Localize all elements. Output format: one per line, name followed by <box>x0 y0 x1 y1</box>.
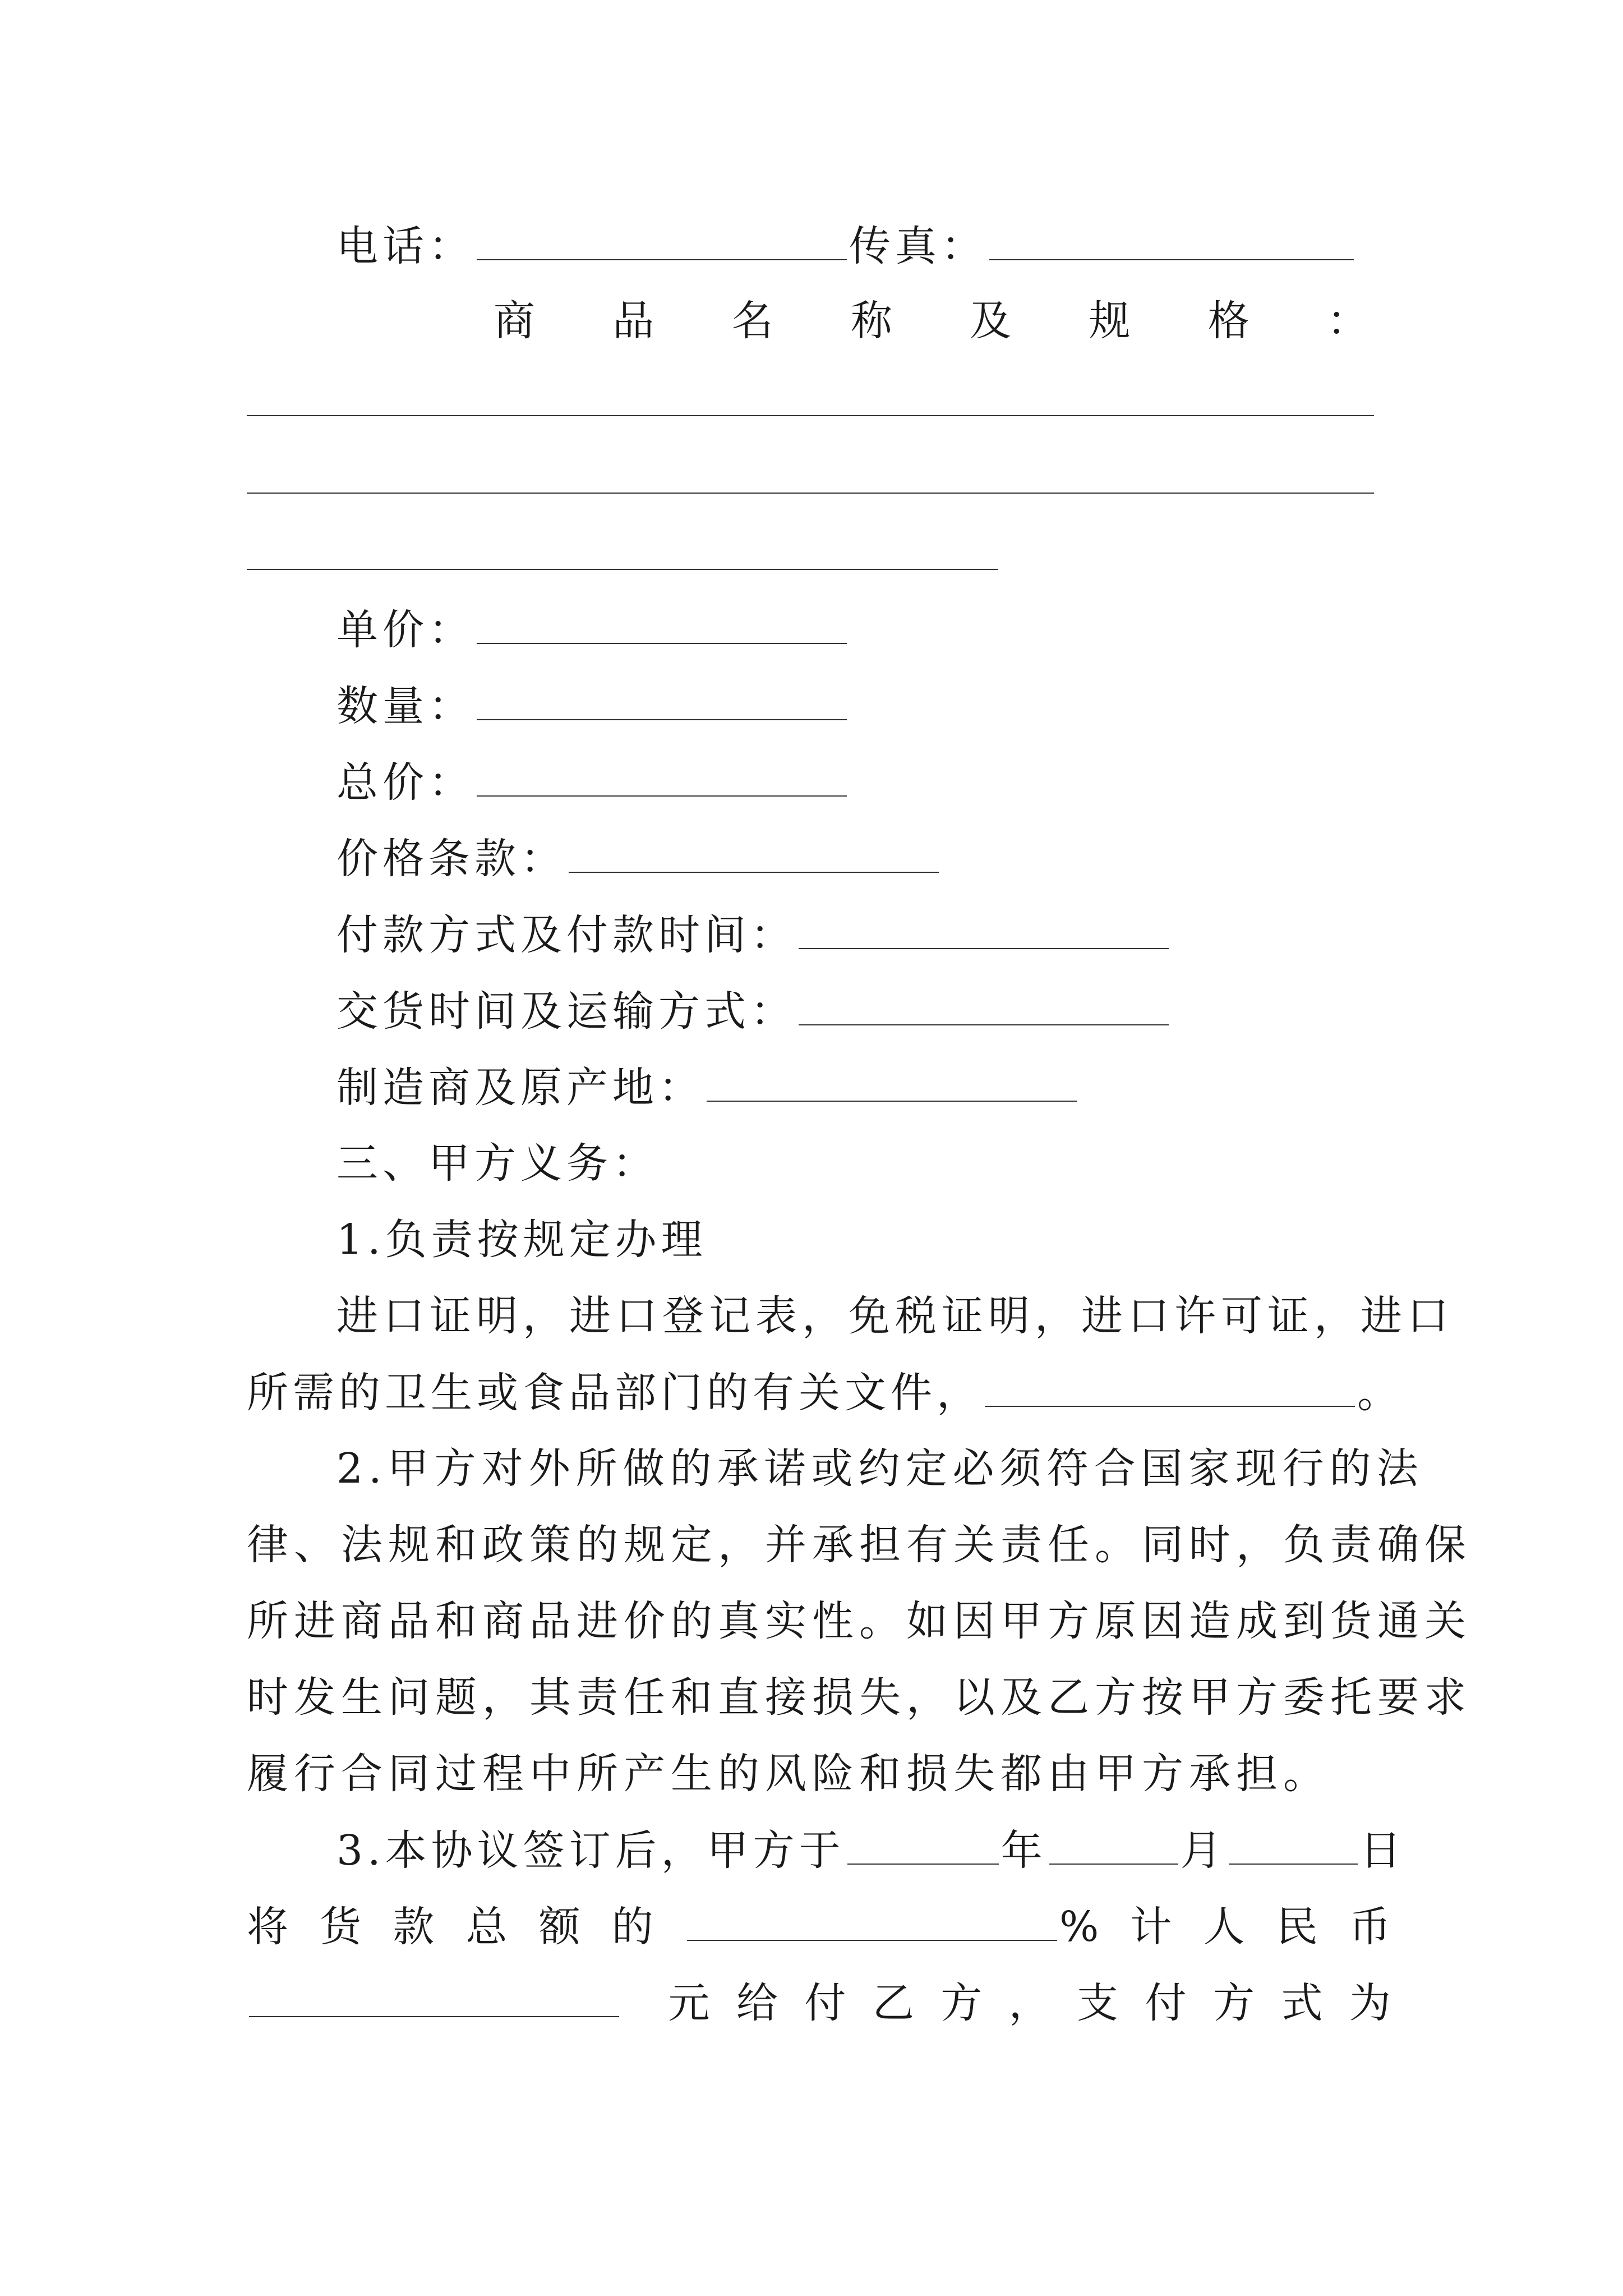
phone-label: 电话： <box>336 222 474 270</box>
manufacturer-field <box>336 1059 1079 1115</box>
item3-char: 将 <box>247 1903 288 1951</box>
item3-line1 <box>336 1822 1406 1878</box>
item1-line1-text: 进口证明，进口登记表，免税证明，进口许可证，进口 <box>336 1292 1454 1340</box>
goods-spec-rule-2[interactable] <box>247 493 1374 494</box>
unit-price-field <box>336 601 849 657</box>
goods-heading-char: ： <box>1326 297 1368 345</box>
item1-line2 <box>247 1364 1403 1420</box>
payment-method-field <box>336 907 1171 963</box>
quantity-field <box>336 678 849 734</box>
fax-blank[interactable] <box>989 218 1354 260</box>
delivery-field <box>336 983 1171 1039</box>
item3-char: 乙 <box>872 1979 914 2027</box>
month-blank[interactable] <box>1049 1822 1178 1865</box>
item2-line3: 所进商品和商品进价的真实性。如因甲方原因造成到货通关 <box>247 1597 1472 1645</box>
item3-char: 总 <box>465 1903 508 1951</box>
item3-char: 给 <box>736 1979 778 2027</box>
field-label: 价格条款： <box>336 835 566 883</box>
field-blank[interactable] <box>799 907 1169 949</box>
goods-heading-char: 格 <box>1207 297 1249 345</box>
item3-char: 元 <box>668 1979 710 2027</box>
item3-char: 款 <box>393 1903 435 1951</box>
field-blank[interactable] <box>477 678 847 720</box>
month-label: 月 <box>1180 1826 1227 1875</box>
item1-title: 1.负责按规定办理 <box>336 1216 707 1264</box>
item3-char: ， <box>1008 1979 1050 2027</box>
item3-char: 付 <box>804 1979 846 2027</box>
total-price-field <box>336 754 849 810</box>
item3-line3 <box>247 1975 1391 2031</box>
item3-char: 的 <box>611 1903 653 1951</box>
item1-blank[interactable] <box>985 1364 1355 1407</box>
year-label: 年 <box>1000 1826 1047 1875</box>
day-blank[interactable] <box>1229 1822 1358 1865</box>
item3-char: 额 <box>538 1903 580 1951</box>
price-terms-field <box>336 830 941 886</box>
item3-char: 币 <box>1349 1903 1391 1951</box>
item3-char: 方 <box>1213 1979 1255 2027</box>
goods-heading-char: 规 <box>1089 297 1131 345</box>
item2-line4: 时发生问题，其责任和直接损失，以及乙方按甲方委托要求 <box>247 1673 1472 1722</box>
field-label: 付款方式及付款时间： <box>336 911 796 959</box>
goods-spec-rule-1[interactable] <box>247 415 1374 416</box>
field-blank[interactable] <box>799 983 1169 1025</box>
percent-blank[interactable] <box>687 1898 1057 1941</box>
field-blank[interactable] <box>477 754 847 797</box>
goods-spec-rule-3[interactable] <box>247 569 998 570</box>
item2-line2: 律、法规和政策的规定，并承担有关责任。同时，负责确保 <box>247 1521 1472 1569</box>
item3-char: 方 <box>940 1979 983 2027</box>
item3-char: 民 <box>1276 1903 1318 1951</box>
percent-group <box>685 1898 1099 1955</box>
item3-char: 式 <box>1281 1979 1323 2027</box>
item3-prefix: 3.本协议签订后，甲方于 <box>336 1826 845 1875</box>
item3-char: 为 <box>1349 1979 1391 2027</box>
contact-line <box>336 218 1356 274</box>
item3-char: 支 <box>1077 1979 1119 2027</box>
year-blank[interactable] <box>847 1822 999 1865</box>
item1-line2-end: 。 <box>1357 1369 1403 1417</box>
field-blank[interactable] <box>569 830 939 873</box>
item2-line1: 2.甲方对外所做的承诺或约定必须符合国家现行的法 <box>336 1444 1424 1493</box>
percent-sign: % <box>1059 1903 1099 1951</box>
day-label: 日 <box>1359 1826 1406 1875</box>
goods-heading-char: 品 <box>612 297 654 345</box>
item2-line5: 履行合同过程中所产生的风险和损失都由甲方承担。 <box>247 1750 1330 1798</box>
item3-line2 <box>247 1898 1391 1954</box>
field-blank[interactable] <box>477 601 847 644</box>
goods-heading-char: 称 <box>850 297 892 345</box>
item3-char: 付 <box>1145 1979 1187 2027</box>
field-label: 单价： <box>336 606 474 654</box>
phone-blank[interactable] <box>477 218 847 260</box>
item3-char: 计 <box>1130 1903 1172 1951</box>
item3-char: 货 <box>320 1903 362 1951</box>
item1-line2-text: 所需的卫生或食品部门的有关文件， <box>247 1369 983 1417</box>
goods-heading-char: 及 <box>970 297 1012 345</box>
section3-heading: 三、甲方义务： <box>336 1139 658 1188</box>
item3-char: 人 <box>1203 1903 1245 1951</box>
item1-line1 <box>336 1288 1454 1344</box>
rmb-amount-blank[interactable] <box>249 1975 619 2017</box>
field-label: 总价： <box>336 758 474 807</box>
goods-heading-char: 商 <box>494 297 535 345</box>
fax-label: 传真： <box>849 222 987 270</box>
field-blank[interactable] <box>707 1059 1077 1102</box>
goods-heading <box>494 293 1368 349</box>
field-label: 数量： <box>336 682 474 730</box>
field-label: 制造商及原产地： <box>336 1064 704 1112</box>
goods-heading-char: 名 <box>731 297 773 345</box>
field-label: 交货时间及运输方式： <box>336 987 796 1036</box>
